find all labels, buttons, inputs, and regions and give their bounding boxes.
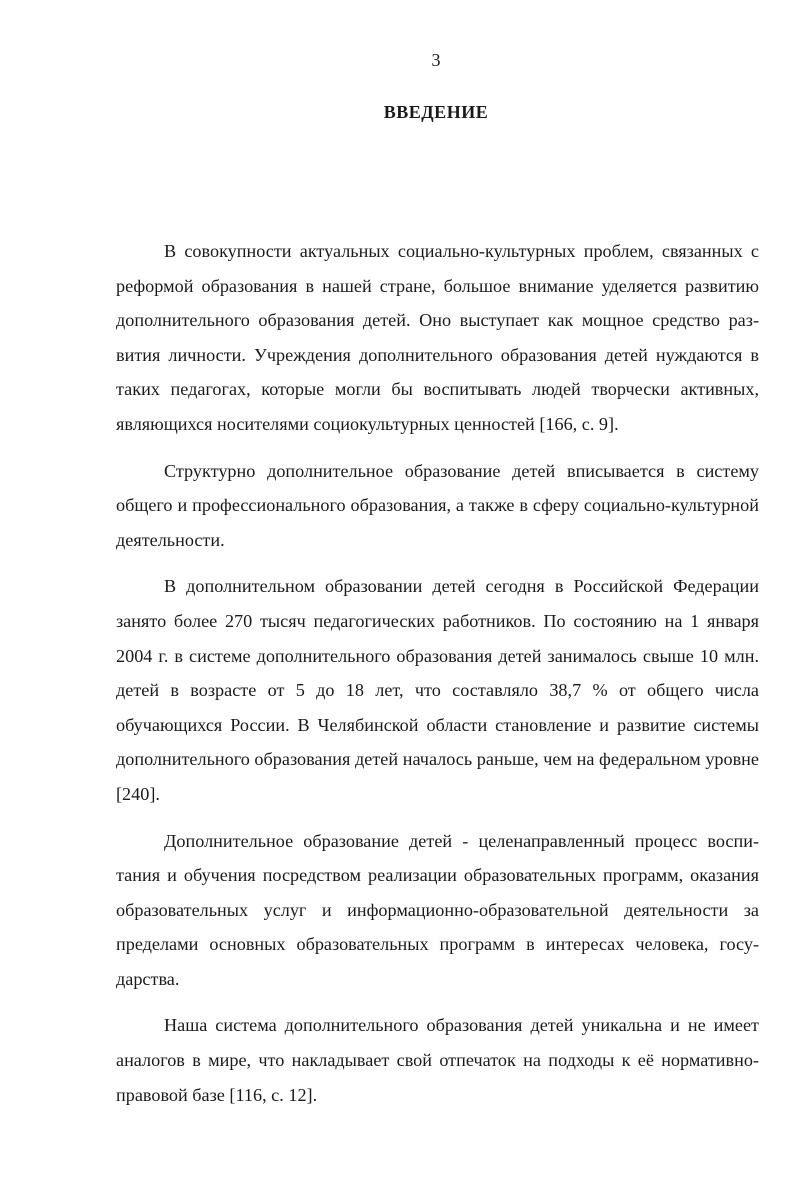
paragraph: Структурно дополнительное образование детей вписывается в систему общего и профессионального образования, а также в сферу социально-культурной деятельности. bbox=[116, 460, 759, 550]
paragraph: Наша система дополнительного образования детей уникальна и не имеет аналогов в мире, что накладывает свой отпечаток на подходы к её нормативно-правовой базе [116, с. 12]. bbox=[116, 1015, 759, 1105]
page-number: 3 bbox=[431, 50, 441, 70]
document-body bbox=[116, 234, 759, 1112]
page-title: ВВЕДЕНИЕ bbox=[383, 102, 489, 122]
paragraph: В совокупности актуальных социально-культурных проблем, связанных с реформой образования в нашей стране, большое внимание уделяется развитию дополнительного образования детей. Оно выступает как мощное средство развития личности. Учреждения дополнительного образования детей нуждаются в таких педагогах, которые могли бы воспитывать людей творчески активных, являющихся носителями социокультурных ценностей [166, с. 9]. bbox=[116, 241, 759, 434]
paragraph: В дополнительном образовании детей сегодня в Российской Федерации занято более 270 тысяч педагогических работников. По состоянию на 1 января 2004 г. в системе дополнительного образования детей занималось свыше 10 млн. детей в возрасте от 5 до 18 лет, что составляло 38,7 % от общего числа обучающихся России. В Челябинской области становление и развитие системы дополнительного образования детей началось раньше, чем на федеральном уровне [240]. bbox=[116, 576, 759, 804]
paragraph: Дополнительное образование детей - целенаправленный процесс воспитания и обучения посредством реализации образовательных программ, оказания образовательных услуг и информационно-образовательной деятельности за пределами основных образовательных программ в интересах человека, государства. bbox=[116, 830, 759, 989]
